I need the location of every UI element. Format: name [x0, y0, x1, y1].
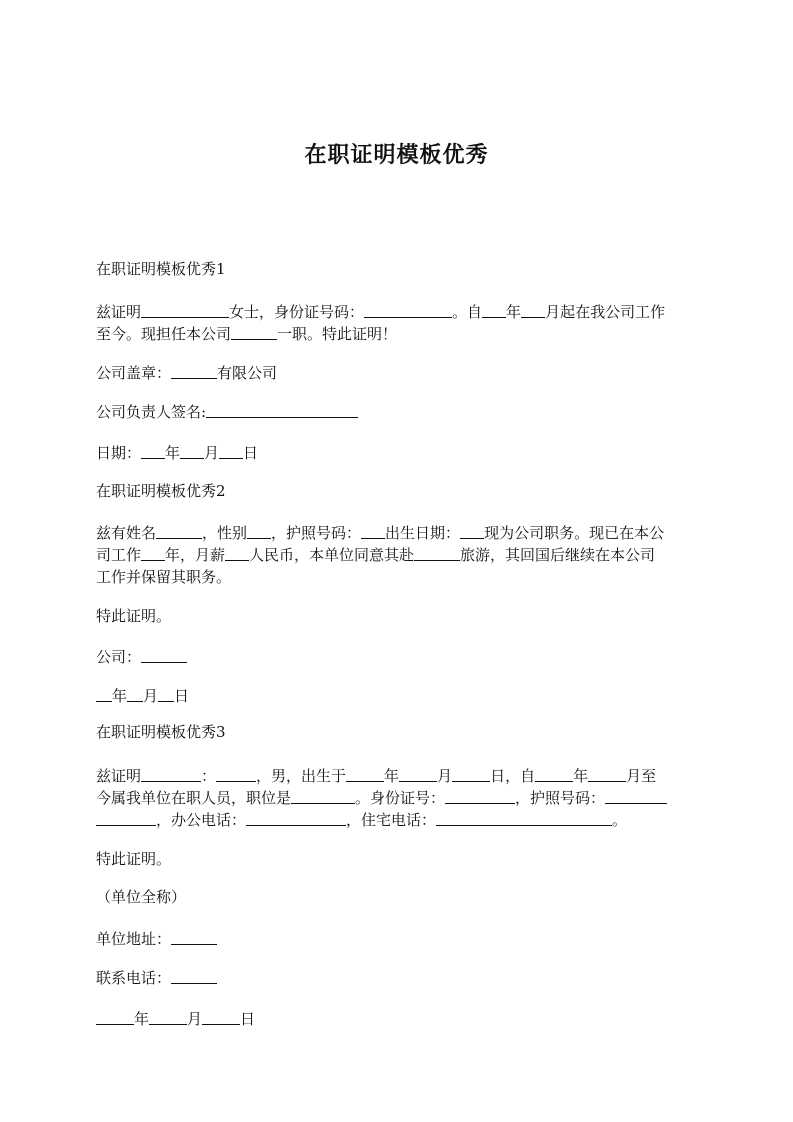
text-segment: 。身份证号： — [355, 789, 446, 807]
section-2-paragraph-line-1 — [96, 522, 664, 545]
text-segment: ，住宅电话： — [346, 811, 437, 829]
passport-blank[interactable] — [361, 524, 385, 539]
text-segment: 月 — [437, 767, 453, 785]
text-segment: 。 — [612, 811, 628, 829]
text-segment: 年 — [506, 303, 522, 321]
year-blank[interactable] — [141, 444, 165, 459]
gender-blank[interactable] — [247, 524, 271, 539]
id-number-blank[interactable] — [445, 789, 515, 804]
month-blank[interactable] — [149, 1010, 187, 1025]
month-label: 月 — [187, 1010, 203, 1028]
contact-phone-blank[interactable] — [171, 969, 217, 984]
contact-phone-label: 联系电话： — [96, 969, 172, 987]
signer-line — [96, 401, 358, 424]
text-segment: 今属我单位在职人员，职位是 — [96, 789, 292, 807]
text-segment: 人民币，本单位同意其赴 — [249, 546, 415, 564]
month-blank[interactable] — [127, 687, 143, 702]
start-month-blank[interactable] — [521, 303, 545, 318]
section-2-heading: 在职证明模板优秀2 — [96, 482, 226, 500]
text-segment: 一职。特此证明！ — [277, 325, 398, 343]
office-phone-blank[interactable] — [246, 811, 346, 826]
company-label: 公司： — [96, 648, 142, 666]
contact-phone-line — [96, 967, 217, 990]
position-blank[interactable] — [231, 325, 277, 340]
date-label: 日期： — [96, 444, 142, 462]
destination-blank[interactable] — [414, 546, 460, 561]
signer-label: 公司负责人签名: — [96, 403, 207, 421]
company-seal-line — [96, 362, 277, 385]
section-1-date-line — [96, 442, 258, 465]
signature-blank[interactable] — [206, 403, 358, 418]
year-blank[interactable] — [96, 687, 112, 702]
section-1-heading: 在职证明模板优秀1 — [96, 260, 226, 278]
year-label: 年 — [165, 444, 181, 462]
text-segment: 日，自 — [490, 767, 536, 785]
text-segment: ，性别 — [202, 524, 248, 542]
section-2-paragraph-line-2 — [96, 544, 655, 567]
text-segment: 兹证明 — [96, 767, 142, 785]
unit-name: （单位全称） — [96, 888, 187, 906]
text-segment: ，护照号码： — [515, 789, 606, 807]
text-segment: ，护照号码： — [271, 524, 362, 542]
section-2-certify: 特此证明。 — [96, 607, 172, 625]
section-3-paragraph-line-2 — [96, 787, 667, 810]
text-segment: 女士，身份证号码： — [229, 303, 365, 321]
text-segment: 旅游，其回国后继续在本公司 — [460, 546, 656, 564]
text-segment: ，办公电话： — [156, 811, 247, 829]
unit-address-label: 单位地址： — [96, 930, 172, 948]
text-segment: 现为公司职务。现已在本公 — [484, 524, 665, 542]
text-segment: 兹证明 — [96, 303, 142, 321]
section-1-paragraph-line-1 — [96, 301, 665, 324]
day-label: 日 — [240, 1010, 256, 1028]
day-label: 日 — [243, 444, 259, 462]
text-segment: 年 — [573, 767, 589, 785]
text-segment: 月起在我公司工作 — [545, 303, 666, 321]
text-segment: ，男，出生于 — [256, 767, 347, 785]
section-2-paragraph-line-3: 工作并保留其职务。 — [96, 568, 232, 586]
company-blank[interactable] — [141, 648, 187, 663]
text-segment: 至今。现担任本公司 — [96, 325, 232, 343]
unit-address-line — [96, 928, 217, 951]
month-label: 月 — [143, 687, 159, 705]
name-blank[interactable] — [141, 767, 201, 782]
passport-blank[interactable] — [605, 789, 667, 804]
text-segment: 司工作 — [96, 546, 142, 564]
text-segment: 出生日期： — [385, 524, 461, 542]
seal-suffix: 有限公司 — [217, 364, 278, 382]
birth-date-blank[interactable] — [460, 524, 484, 539]
year-blank[interactable] — [96, 1010, 134, 1025]
day-blank[interactable] — [202, 1010, 240, 1025]
years-worked-blank[interactable] — [141, 546, 165, 561]
month-blank[interactable] — [180, 444, 204, 459]
birth-year-blank[interactable] — [346, 767, 384, 782]
name-blank[interactable] — [141, 303, 229, 318]
year-label: 年 — [112, 687, 128, 705]
text-segment: 兹有姓名 — [96, 524, 157, 542]
day-label: 日 — [174, 687, 190, 705]
name-blank[interactable] — [156, 524, 202, 539]
year-label: 年 — [134, 1010, 150, 1028]
day-blank[interactable] — [219, 444, 243, 459]
text-segment: ： — [201, 767, 217, 785]
page-title: 在职证明模板优秀 — [304, 142, 489, 168]
start-year-blank[interactable] — [482, 303, 506, 318]
day-blank[interactable] — [158, 687, 174, 702]
section-1-paragraph-line-2 — [96, 323, 397, 346]
section-3-heading: 在职证明模板优秀3 — [96, 723, 226, 741]
seal-label: 公司盖章： — [96, 364, 172, 382]
section-3-date-line — [96, 1008, 255, 1031]
section-3-paragraph-line-1 — [96, 765, 656, 788]
start-year-blank[interactable] — [535, 767, 573, 782]
unit-address-blank[interactable] — [171, 930, 217, 945]
company-name-blank[interactable] — [171, 364, 217, 379]
id-number-blank[interactable] — [364, 303, 452, 318]
text-segment: 月至 — [626, 767, 657, 785]
text-segment: 年，月薪 — [165, 546, 226, 564]
text-segment: 年 — [384, 767, 400, 785]
birth-month-blank[interactable] — [399, 767, 437, 782]
section-3-paragraph-line-3 — [96, 809, 627, 832]
home-phone-blank[interactable] — [436, 811, 612, 826]
birth-day-blank[interactable] — [452, 767, 490, 782]
month-label: 月 — [204, 444, 220, 462]
text-segment: 。自 — [452, 303, 483, 321]
section-3-certify: 特此证明。 — [96, 850, 172, 868]
identity-blank[interactable] — [216, 767, 256, 782]
start-month-blank[interactable] — [588, 767, 626, 782]
position-blank[interactable] — [291, 789, 355, 804]
passport-continued-blank[interactable] — [96, 811, 156, 826]
section-2-company-line — [96, 646, 187, 669]
salary-blank[interactable] — [225, 546, 249, 561]
section-2-date-line — [96, 685, 189, 708]
